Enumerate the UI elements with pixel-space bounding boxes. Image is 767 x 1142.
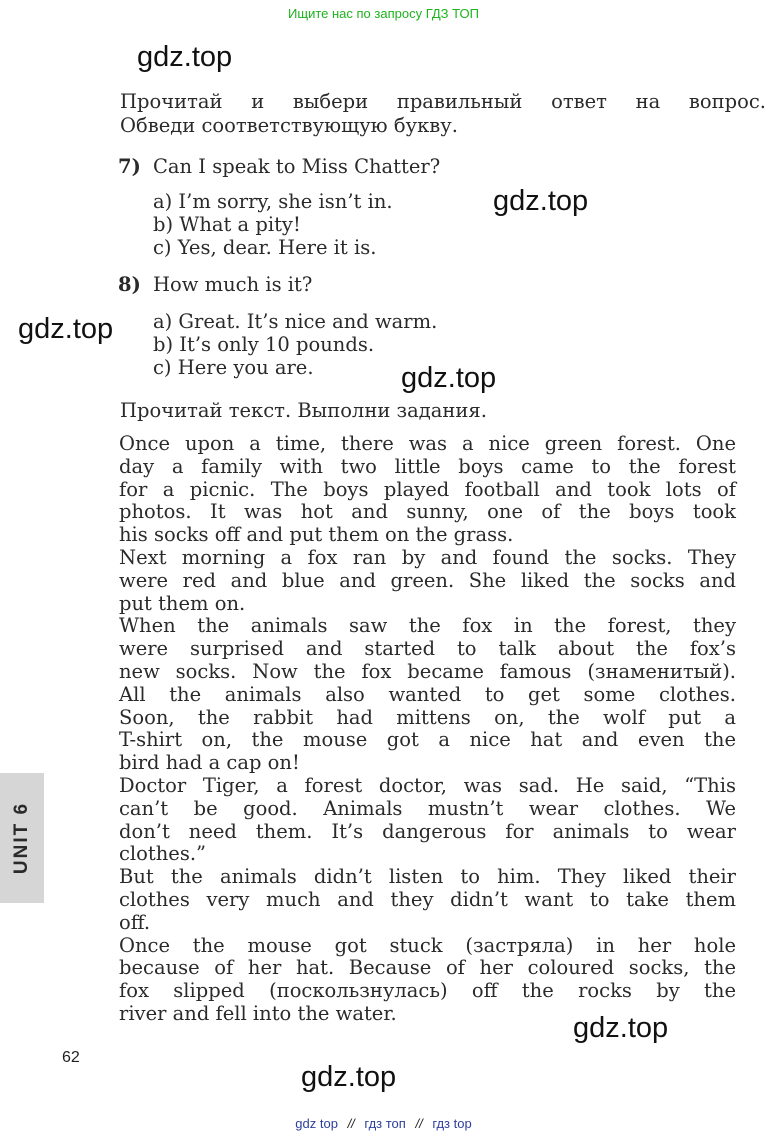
- passage-line: were red and blue and green. She liked the socks and: [119, 568, 736, 592]
- unit-label: UNIT 6: [11, 801, 32, 875]
- instruction-line: Прочитай и выбери правильный ответ на вопрос.: [120, 90, 766, 113]
- unit-tab: [0, 773, 44, 903]
- passage-line: T-shirt on, the mouse got a nice hat and even the: [119, 728, 736, 752]
- passage-line: because of her hat. Because of her coloured socks, the: [119, 956, 736, 980]
- passage-line: photos. It was hot and sunny, one of the boys took: [119, 500, 736, 524]
- passage-line: off.: [119, 910, 151, 934]
- answer-option[interactable]: c) Here you are.: [153, 356, 314, 379]
- answer-option[interactable]: c) Yes, dear. Here it is.: [153, 236, 377, 259]
- instruction-read-text: Прочитай текст. Выполни задания.: [120, 399, 487, 422]
- question-text: Can I speak to Miss Chatter?: [153, 155, 441, 178]
- passage-line: All the animals also wanted to get some clothes.: [119, 682, 736, 706]
- passage-line: clothes very much and they didn’t want to take them: [119, 887, 736, 911]
- passage-line: Once upon a time, there was a nice green forest. One: [119, 432, 736, 455]
- passage-line: clothes.”: [119, 842, 207, 866]
- answer-option[interactable]: b) It’s only 10 pounds.: [153, 333, 375, 356]
- page-number: 62: [62, 1049, 80, 1066]
- passage-line: Doctor Tiger, a forest doctor, was sad. He said, “This: [119, 773, 736, 797]
- footer-link[interactable]: гдз top: [432, 1116, 472, 1131]
- passage-line: were surprised and started to talk about the fox’s: [119, 637, 736, 661]
- passage-line: Soon, the rabbit had mittens on, the wolf put a: [119, 705, 736, 729]
- footer-links: [0, 1116, 767, 1131]
- passage-line: Once the mouse got stuck (застряла) in her hole: [119, 933, 736, 957]
- watermark: gdz.top: [401, 362, 497, 394]
- passage-line: fox slipped (поскользнулась) off the rocks by the: [119, 979, 736, 1003]
- question-text: How much is it?: [153, 273, 313, 296]
- header-search-link[interactable]: Ищите нас по запросу ГДЗ ТОП: [288, 6, 479, 21]
- watermark: gdz.top: [573, 1012, 669, 1044]
- passage-line: But the animals didn’t listen to him. They liked their: [119, 865, 736, 889]
- passage-line: day a family with two little boys came to the forest: [119, 454, 736, 478]
- answer-option[interactable]: b) What a pity!: [153, 213, 301, 236]
- question-number: 8): [118, 273, 141, 296]
- question-number: 7): [118, 155, 141, 178]
- watermark: gdz.top: [493, 185, 589, 217]
- watermark: gdz.top: [137, 41, 233, 73]
- footer-link[interactable]: gdz top: [295, 1116, 338, 1131]
- watermark: gdz.top: [18, 313, 114, 345]
- passage-line: bird had a cap on!: [119, 751, 300, 775]
- footer-separator: //: [347, 1116, 355, 1131]
- passage-line: river and fell into the water.: [119, 1001, 397, 1025]
- answer-option[interactable]: a) Great. It’s nice and warm.: [153, 310, 438, 333]
- answer-option[interactable]: a) I’m sorry, she isn’t in.: [153, 190, 393, 213]
- footer-link[interactable]: гдз топ: [364, 1116, 406, 1131]
- passage-line: new socks. Now the fox became famous (знаменитый).: [119, 659, 736, 683]
- passage-line: When the animals saw the fox in the forest, they: [119, 614, 736, 638]
- instruction-line: Обведи соответствующую букву.: [120, 114, 458, 137]
- passage-line: put them on.: [119, 591, 246, 615]
- passage-line: don’t need them. It’s dangerous for animals to wear: [119, 819, 736, 843]
- footer-separator: //: [415, 1116, 423, 1131]
- passage-line: for a picnic. The boys played football and took lots of: [119, 477, 736, 501]
- reading-passage: [119, 433, 736, 1026]
- passage-line: Next morning a fox ran by and found the socks. They: [119, 545, 736, 569]
- passage-line: his socks off and put them on the grass.: [119, 523, 514, 547]
- watermark: gdz.top: [301, 1061, 397, 1093]
- passage-line: can’t be good. Animals mustn’t wear clothes. We: [119, 796, 736, 820]
